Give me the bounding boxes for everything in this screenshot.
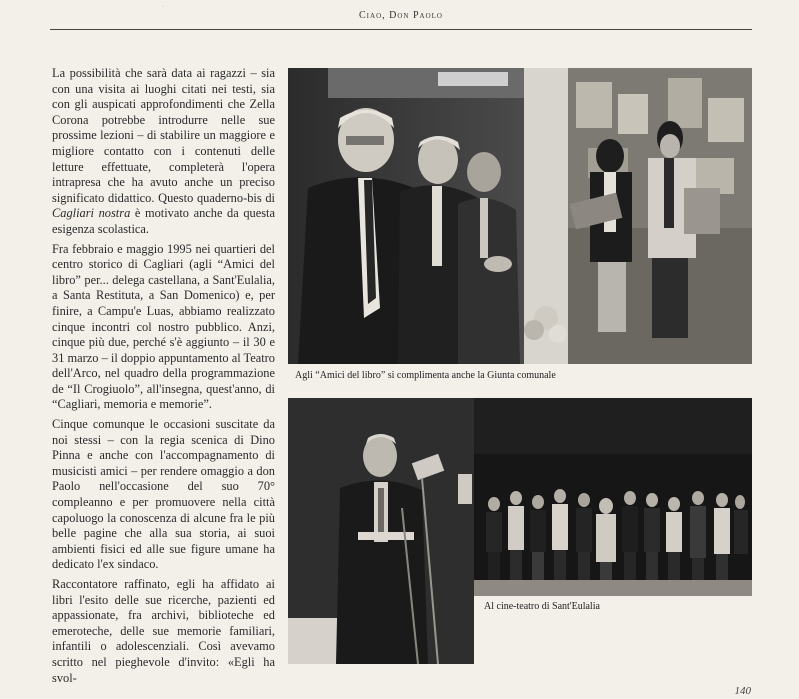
running-head: Ciao, Don Paolo <box>359 10 443 21</box>
paragraph-3: Cinque comunque le occasioni suscitate da noi stessi – con la regia scenica di Dino Pinna e anche con l'accompagnamento di musicisti amici – per rendere omaggio a don Paolo nell'occasione del suo 70° compleanno e per promuovere nella città capoluogo la conoscenza di alcune fra le più belle pagine che alla sua storia, ai suoi ambienti fisici ed alle sue figure umane ha dedicato l'ex sindaco. <box>52 417 275 572</box>
paragraph-2: Fra febbraio e maggio 1995 nei quartieri del centro storico di Cagliari (agli “Amici del libro” per... delega castellana, a Sant'Eulalia, a Santa Restituta, a San Domenico) e, per finire, a Campu'e Luas, abbiamo realizzato cinque incontri col nostro pubblico. Anzi, cinque più due, perché s'è aggiunto – il 30 e 31 marzo – il doppio appuntamento al Teatro dell'Arco, nel quadro della programmazione de “Il Crogiuolo”, all'insegna, quest'anno, di “Cagliari, memoria e memorie”. <box>52 241 275 412</box>
body-text-column <box>52 66 275 690</box>
paragraph-1-part-b: è motivato anche da questa esigenza scolastica. <box>52 206 275 236</box>
photo-stage-group <box>288 398 752 664</box>
page-number: 140 <box>734 685 751 697</box>
caption-photo-2: Al cine-teatro di Sant'Eulalia <box>484 601 600 612</box>
photo-applause <box>288 68 752 364</box>
header-rule <box>50 29 752 30</box>
pencil-mark: · <box>162 4 164 10</box>
paragraph-1-italic-title: Cagliari nostra <box>52 206 131 221</box>
paragraph-4: Raccontatore raffinato, egli ha affidato ai libri l'esito delle sue ricerche, pazienti ed appassionate, fra archivi, biblioteche ed emeroteche, delle sue memorie familiari, infantili o adolescenziali. Così avevamo scritto nel pieghevole d'invito: «Egli ha svol- <box>52 577 275 685</box>
caption-photo-1: Agli “Amici del libro” si complimenta anche la Giunta comunale <box>295 370 556 381</box>
paragraph-1 <box>52 66 275 238</box>
paragraph-1-part-a: La possibilità che sarà data ai ragazzi – sia con una visita ai luoghi citati nei testi, sia con gli auspicati approfondimenti che Zella Corona potrebbe introdurre nelle sue prossime lezioni – di stabilire un maggiore e migliore contatto con i contenuti delle letture effettuate, completerà l'opera intrapresa che ha avuto anche un preciso significato didattico. Questo quaderno-bis di <box>52 66 275 205</box>
